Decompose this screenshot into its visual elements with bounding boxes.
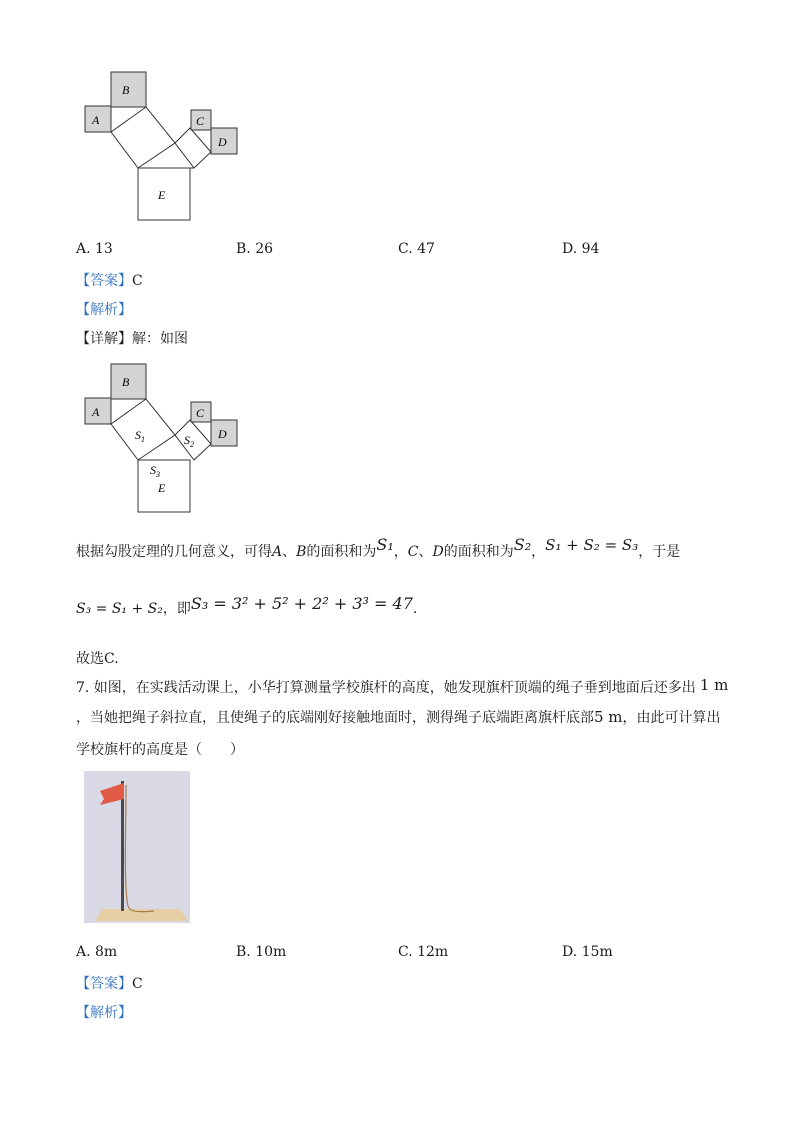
figure-2-squares <box>80 360 245 520</box>
q7-line2: ，当她把绳子斜拉直，且使绳子的底端刚好接触地面时，测得绳子底端距离旗杆底部5 m，由此可计算出 <box>76 708 721 726</box>
fig2-s1-sub: 1 <box>141 435 145 444</box>
q6-option-b: B. 26 <box>236 241 274 257</box>
q7-analysis-tag: 【解析】 <box>76 1005 132 1021</box>
q7-line1: 7. 如图，在实践活动课上，小华打算测量学校旗杆的高度，她发现旗杆顶端的绳子垂到地面后还多出 1 m <box>76 676 729 696</box>
q6-explain-line2: S₃ = S₁ + S₂，即S₃ = 3² + 5² + 2² + 3³ = 47. <box>76 594 418 617</box>
figure-1-squares <box>80 68 245 228</box>
fig2-s3: S <box>150 463 156 477</box>
fig2-label-c: C <box>196 406 205 420</box>
fig2-s2-sub: 2 <box>190 440 194 449</box>
q6-option-c: C. 47 <box>398 241 435 257</box>
q7-option-d: D. 15m <box>562 944 613 960</box>
answer-value: C <box>132 273 143 289</box>
q7-option-a: A. 8m <box>76 944 118 960</box>
svg-text:S1 <box>135 428 145 444</box>
detail-tag: 【详解】 <box>76 331 132 347</box>
fig1-label-d: D <box>218 135 227 149</box>
fig1-label-e: E <box>158 188 166 202</box>
fig2-s1: S <box>135 428 141 442</box>
q6-explain-line1: 根据勾股定理的几何意义，可得A、B的面积和为S₁，C、D的面积和为S₂，S₁ + S₂ = S₃，于是 <box>76 535 681 560</box>
answer-tag: 【答案】 <box>76 273 132 289</box>
flagpole-image <box>84 771 190 923</box>
q7-option-b: B. 10m <box>236 944 287 960</box>
answer-tag: 【答案】 <box>76 976 132 992</box>
fig1-label-b: B <box>122 83 130 97</box>
q7-option-c: C. 12m <box>398 944 449 960</box>
fig2-label-d: D <box>218 427 227 441</box>
q6-detail <box>76 328 188 348</box>
q6-conclusion: 故选C. <box>76 651 119 667</box>
q6-answer <box>76 270 143 290</box>
fig2-s3-sub: 3 <box>156 470 160 479</box>
fig1-label-a: A <box>92 113 100 127</box>
detail-text: 解：如图 <box>132 331 188 347</box>
q6-analysis-tag: 【解析】 <box>76 302 132 318</box>
q6-option-d: D. 94 <box>562 241 600 257</box>
fig2-label-b: B <box>122 375 130 389</box>
q7-line3: 学校旗杆的高度是（ ） <box>76 742 244 758</box>
q7-answer <box>76 973 143 993</box>
q6-option-a: A. 13 <box>76 241 113 257</box>
fig2-label-e: E <box>158 481 166 495</box>
fig2-s2: S <box>184 433 190 447</box>
fig2-label-a: A <box>92 405 100 419</box>
answer-value: C <box>132 976 143 992</box>
svg-text:S2 <box>184 433 194 449</box>
fig1-label-c: C <box>196 114 205 128</box>
